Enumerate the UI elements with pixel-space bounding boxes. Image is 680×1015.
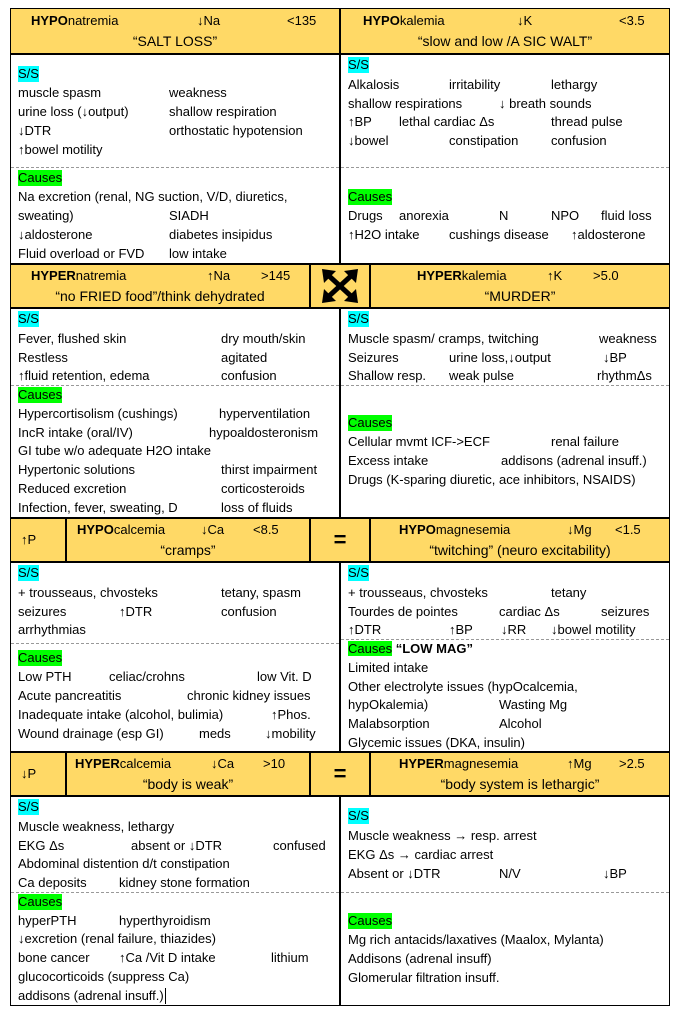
symptom: urine loss (↓output) (18, 104, 129, 119)
hypernatremia-subtitle: “no FRIED food”/think dehydrated (55, 288, 265, 304)
symptom: shallow respiration (169, 104, 277, 119)
symptom: orthostatic hypotension (169, 123, 303, 138)
hypomagnesemia-header (370, 518, 670, 562)
cause: SIADH (169, 208, 209, 223)
symptom: Absent or ↓DTR (348, 866, 441, 881)
cause: celiac/crohns (109, 669, 185, 684)
phos-down-cell (10, 752, 66, 796)
symptom: + trousseaus, chvosteks (348, 585, 488, 600)
cause: Excess intake (348, 453, 429, 468)
symptom: ↑DTR (119, 604, 153, 619)
hypermagnesemia-header (370, 752, 670, 796)
symptom: Seizures (348, 350, 399, 365)
hypercalcemia-value: >10 (263, 756, 286, 771)
hypernatremia-body (10, 308, 340, 518)
symptom: Abdominal distention d/t constipation (18, 856, 230, 871)
symptom: confusion (221, 604, 277, 619)
symptom: seizures (18, 604, 67, 619)
equals-cell (310, 752, 370, 796)
cause: GI tube w/o adequate H2O intake (18, 443, 211, 458)
arrow-cell (310, 264, 370, 308)
phos-up-cell (10, 518, 66, 562)
symptom: ↓RR (501, 622, 527, 637)
causes-label: Causes (348, 189, 393, 204)
hyponatremia-subtitle: “SALT LOSS” (132, 33, 218, 49)
symptom: N/V (499, 866, 521, 881)
hyponatremia-header (10, 8, 340, 54)
causes-label: Causes (348, 415, 393, 430)
ss-label: S/S (348, 808, 369, 823)
cause: Glomerular filtration insuff. (348, 970, 500, 985)
cause: Addisons (adrenal insuff) (348, 951, 492, 966)
hypomagnesemia-subtitle: “twitching” (neuro excitability) (429, 542, 611, 558)
symptom: irritability (449, 77, 501, 92)
symptom: lethal cardiac Δs (399, 114, 495, 129)
hypokalemia-name: kalemia (399, 13, 445, 28)
hypercalcemia-ion: ↓Ca (211, 756, 235, 771)
cause: Alcohol (499, 716, 542, 731)
symptom: Muscle weakness, lethargy (18, 819, 175, 834)
phos-down-label: ↓P (21, 766, 37, 781)
cause: hypOkalemia) (348, 697, 429, 712)
hyperkalemia-prefix: HYPER (417, 268, 462, 283)
symptom: ↓BP (603, 866, 627, 881)
cause: sweating) (18, 208, 74, 223)
hyponatremia-prefix: HYPO (31, 13, 68, 28)
symptom: constipation (449, 133, 519, 148)
symptom: agitated (221, 350, 268, 365)
divider (341, 639, 669, 640)
hypokalemia-body (340, 54, 670, 264)
phos-up-label: ↑P (21, 532, 37, 547)
symptom: EKG Δs → cardiac arrest (348, 847, 494, 862)
divider (341, 167, 669, 168)
cause: hyperventilation (219, 406, 311, 421)
cause: corticosteroids (221, 481, 305, 496)
cause: Malabsorption (348, 716, 430, 731)
symptom: Fever, flushed skin (18, 331, 127, 346)
hyponatremia-body (10, 54, 340, 264)
causes-label: Causes (18, 894, 63, 909)
cause: ↑aldosterone (571, 227, 646, 242)
hypocalcemia-prefix: HYPO (77, 522, 114, 537)
cause: Na excretion (renal, NG suction, V/D, diuretics, (18, 189, 288, 204)
symptom: cardiac Δs (499, 604, 560, 619)
hypernatremia-ion: ↑Na (207, 268, 231, 283)
divider (341, 385, 669, 386)
hyperkalemia-body (340, 308, 670, 518)
divider (11, 892, 339, 893)
symptom: confused (273, 838, 326, 853)
hypercalcemia-prefix: HYPER (75, 756, 120, 771)
divider (11, 385, 339, 386)
cause: glucocorticoids (suppress Ca) (18, 969, 190, 984)
symptom: tetany (551, 585, 587, 600)
cause: Other electrolyte issues (hypOcalcemia, (348, 679, 578, 694)
cause: Mg rich antacids/laxatives (Maalox, Mylanta) (348, 932, 604, 947)
symptom: thread pulse (551, 114, 623, 129)
hypernatremia-value: >145 (261, 268, 291, 283)
symptom: lethargy (551, 77, 598, 92)
hypocalcemia-subtitle: “cramps” (160, 542, 216, 558)
equals-sign: = (333, 761, 347, 786)
ss-label: S/S (18, 565, 39, 580)
cause: lithium (271, 950, 309, 965)
hypokalemia-value: <3.5 (619, 13, 645, 28)
cause: low intake (169, 246, 227, 261)
ss-label: S/S (348, 57, 369, 72)
cause: Infection, fever, sweating, D (18, 500, 178, 515)
symptom: Alkalosis (348, 77, 400, 92)
cause: chronic kidney issues (187, 688, 311, 703)
ss-label: S/S (348, 565, 369, 580)
divider (11, 643, 339, 644)
cause: NPO (551, 208, 580, 223)
hyponatremia-value: <135 (287, 13, 317, 28)
causes-title: “LOW MAG” (395, 641, 473, 656)
cause: cushings disease (449, 227, 549, 242)
hypernatremia-name: natremia (75, 268, 127, 283)
symptom: ↑fluid retention, edema (18, 368, 150, 383)
symptom: absent or ↓DTR (131, 838, 223, 853)
cause: Reduced excretion (18, 481, 127, 496)
cause: Hypertonic solutions (18, 462, 136, 477)
hyperkalemia-header (370, 264, 670, 308)
ss-label: S/S (348, 311, 369, 326)
cause: Low PTH (18, 669, 72, 684)
cause: ↑H2O intake (348, 227, 420, 242)
hypokalemia-header (340, 8, 670, 54)
causes-label: Causes (18, 170, 63, 185)
divider (11, 167, 339, 168)
cause: hyperthyroidism (119, 913, 211, 928)
cause: addisons (adrenal insuff.) (18, 988, 164, 1003)
divider (341, 892, 669, 893)
symptom: + trousseaus, chvosteks (18, 585, 158, 600)
cause: hypoaldosteronism (209, 425, 319, 440)
symptom: arrhythmias (18, 622, 86, 637)
hypermagnesemia-name: magnesemia (443, 756, 519, 771)
symptom: urine loss,↓output (449, 350, 551, 365)
hyperkalemia-value: >5.0 (593, 268, 619, 283)
hypercalcemia-body (10, 796, 340, 1006)
cause: meds (199, 726, 231, 741)
symptom: Muscle spasm/ cramps, twitching (348, 331, 539, 346)
symptom: rhythmΔs (597, 368, 652, 383)
cause: Acute pancreatitis (18, 688, 122, 703)
symptom: Muscle weakness → resp. arrest (348, 828, 537, 843)
symptom: ↑BP (449, 622, 473, 637)
hypomagnesemia-value: <1.5 (615, 522, 641, 537)
cause: diabetes insipidus (169, 227, 273, 242)
hypermagnesemia-value: >2.5 (619, 756, 645, 771)
hypocalcemia-name: calcemia (113, 522, 166, 537)
hypomagnesemia-prefix: HYPO (399, 522, 436, 537)
double-arrow-icon (320, 267, 360, 305)
hypocalcemia-header (66, 518, 310, 562)
cause: thirst impairment (221, 462, 318, 477)
symptom: ↑BP (348, 114, 372, 129)
hyponatremia-ion: ↓Na (197, 13, 221, 28)
symptom: muscle spasm (18, 85, 102, 100)
hyponatremia-name: natremia (67, 13, 119, 28)
ss-label: S/S (18, 799, 39, 814)
hypocalcemia-value: <8.5 (253, 522, 279, 537)
hypomagnesemia-ion: ↓Mg (567, 522, 592, 537)
hypercalcemia-header (66, 752, 310, 796)
cause: IncR intake (oral/IV) (18, 425, 133, 440)
symptom: Restless (18, 350, 68, 365)
cause: Wasting Mg (499, 697, 568, 712)
symptom: EKG Δs (18, 838, 65, 853)
hypokalemia-prefix: HYPO (363, 13, 400, 28)
cause: ↑Phos. (271, 707, 311, 722)
ss-label: S/S (18, 66, 39, 81)
cause: renal failure (551, 434, 619, 449)
symptom: ↓bowel motility (551, 622, 636, 637)
cause: loss of fluids (221, 500, 293, 515)
hyperkalemia-ion: ↑K (547, 268, 563, 283)
cause: addisons (adrenal insuff.) (501, 453, 647, 468)
symptom: confusion (551, 133, 607, 148)
symptom: ↓bowel (348, 133, 389, 148)
cause: bone cancer (18, 950, 90, 965)
symptom: dry mouth/skin (221, 331, 306, 346)
cause: Drugs (348, 208, 383, 223)
cause: anorexia (399, 208, 449, 223)
symptom: weakness (599, 331, 657, 346)
hypocalcemia-ion: ↓Ca (201, 522, 225, 537)
symptom: ↓BP (603, 350, 627, 365)
hypermagnesemia-prefix: HYPER (399, 756, 444, 771)
symptom: seizures (601, 604, 650, 619)
cause: hyperPTH (18, 913, 77, 928)
symptom: confusion (221, 368, 277, 383)
hypermagnesemia-subtitle: “body system is lethargic” (440, 776, 600, 792)
hypercalcemia-name: calcemia (119, 756, 172, 771)
symptom: ↓DTR (18, 123, 52, 138)
cause: ↓aldosterone (18, 227, 93, 242)
causes-label: Causes (18, 650, 63, 665)
cause: ↓excretion (renal failure, thiazides) (18, 931, 216, 946)
symptom: ↓ breath sounds (499, 96, 592, 111)
hypermagnesemia-body (340, 796, 670, 1006)
hypokalemia-ion: ↓K (517, 13, 533, 28)
symptom: tetany, spasm (221, 585, 301, 600)
cause: Inadequate intake (alcohol, bulimia) (18, 707, 224, 722)
cause: fluid loss (601, 208, 652, 223)
hypocalcemia-body (10, 562, 340, 752)
ss-label: S/S (18, 311, 39, 326)
symptom: Shallow resp. (348, 368, 427, 383)
causes-label: Causes (348, 913, 393, 928)
cause: Wound drainage (esp GI) (18, 726, 164, 741)
symptom: weak pulse (449, 368, 515, 383)
equals-sign: = (333, 527, 347, 552)
symptom: shallow respirations (348, 96, 463, 111)
symptom: Tourdes de pointes (348, 604, 458, 619)
cause: Fluid overload or FVD (18, 246, 145, 261)
equals-cell (310, 518, 370, 562)
symptom: weakness (169, 85, 227, 100)
causes-label: Causes (348, 641, 393, 656)
causes-label: Causes (18, 387, 63, 402)
cause: Glycemic issues (DKA, insulin) (348, 735, 525, 750)
hypernatremia-header (10, 264, 310, 308)
hypernatremia-prefix: HYPER (31, 268, 76, 283)
hypokalemia-subtitle: “slow and low /A SIC WALT” (417, 33, 593, 49)
hypercalcemia-subtitle: “body is weak” (142, 776, 234, 792)
symptom: ↑bowel motility (18, 142, 103, 157)
hyperkalemia-name: kalemia (461, 268, 507, 283)
cause: ↓mobility (265, 726, 316, 741)
cause: low Vit. D (257, 669, 312, 684)
cause: Limited intake (348, 660, 429, 675)
symptom: ↑DTR (348, 622, 382, 637)
cause: Cellular mvmt ICF->ECF (348, 434, 490, 449)
hypermagnesemia-ion: ↑Mg (567, 756, 592, 771)
cause: Drugs (K-sparing diuretic, ace inhibitors, NSAIDS) (348, 472, 636, 487)
symptom: Ca deposits (18, 875, 87, 890)
cause: N (499, 208, 509, 223)
hyperkalemia-subtitle: “MURDER” (484, 288, 556, 304)
cause: Hypercortisolism (cushings) (18, 406, 178, 421)
symptom: kidney stone formation (119, 875, 250, 890)
hypomagnesemia-body (340, 562, 670, 752)
hypomagnesemia-name: magnesemia (435, 522, 511, 537)
cause: ↑Ca /Vit D intake (119, 950, 216, 965)
